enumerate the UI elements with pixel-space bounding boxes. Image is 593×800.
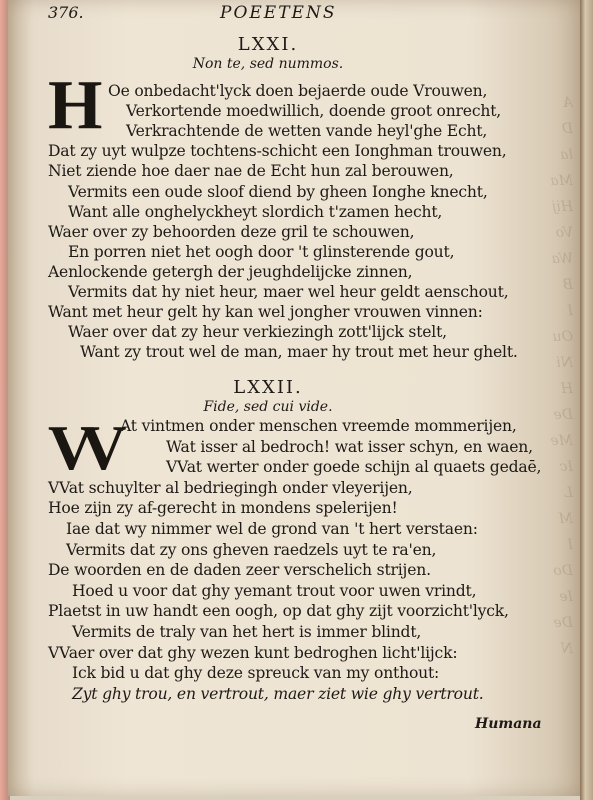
poem-number: LXXI. bbox=[237, 34, 299, 55]
poem-line: Verkortende moedwillich, doende groot onrecht, bbox=[126, 102, 502, 121]
drop-cap: VV bbox=[48, 412, 113, 483]
page-edge bbox=[580, 0, 593, 800]
poem-line: Vermits dat zy ons gheven raedzels uyt te ra'en, bbox=[66, 540, 437, 559]
drop-cap: H bbox=[48, 67, 103, 144]
poem-line: Zyt ghy trou, en vertrout, maer ziet wie ghy vertrout. bbox=[72, 684, 484, 703]
poem-line: Oe onbedacht'lyck doen bejaerde oude Vrouwen, bbox=[108, 82, 488, 100]
poem-line: Wat isser al bedroch! wat isser schyn, en waen, bbox=[166, 437, 533, 456]
poem-line: VVaer over dat ghy wezen kunt bedroghen licht'lijck: bbox=[48, 643, 458, 662]
poem-line: Waer over dat zy heur verkiezingh zott'lijck stelt, bbox=[68, 323, 447, 342]
catchword: Humana bbox=[475, 716, 542, 732]
poem-line: Ick bid u dat ghy deze spreuck van my onthout: bbox=[72, 664, 440, 683]
poem-line: Dat zy uyt wulpze tochtens-schicht een Ionghman trouwen, bbox=[48, 142, 507, 161]
show-through-text: A D la Ma Hij Vo Wa B I Ou Ni H De Me Ic L M I Do Ie De N bbox=[550, 95, 573, 657]
poem-line: Hoe zijn zy af-gerecht in mondens spelerijen! bbox=[48, 499, 398, 518]
poem-line: Hoed u voor dat ghy yemant trout voor uwen vrindt, bbox=[72, 581, 477, 600]
poem-motto: Fide, sed cui vide. bbox=[203, 399, 333, 415]
poem-line: De woorden en de daden zeer verschelich strijen. bbox=[48, 561, 431, 580]
running-head: POEETENS bbox=[220, 3, 337, 23]
poem-line: Plaetst in uw handt een oogh, op dat ghy zijt voorzicht'lyck, bbox=[48, 602, 509, 621]
poem-line: Iae dat wy nimmer wel de grond van 't hert verstaen: bbox=[66, 520, 478, 538]
poem-line: Vermits de traly van het hert is immer blindt, bbox=[72, 623, 422, 641]
poem-line: VVat werter onder goede schijn al quaets gedaē, bbox=[166, 458, 542, 477]
poem-line: Aenlockende getergh der jeughdelijcke zinnen, bbox=[48, 262, 413, 281]
poem-line: Niet ziende hoe daer nae de Echt hun zal berouwen, bbox=[48, 162, 454, 181]
poem-line: Verkrachtende de wetten vande heyl'ghe Echt, bbox=[126, 122, 488, 141]
poem-motto: Non te, sed nummos. bbox=[192, 56, 344, 72]
book-page bbox=[8, 0, 580, 796]
poem-line: Want met heur gelt hy kan wel jongher vrouwen vinnen: bbox=[48, 303, 483, 322]
poem-line: Vermits een oude sloof diend by gheen Ionghe knecht, bbox=[68, 182, 488, 201]
poem-line: Waer over zy behoorden deze gril te schouwen, bbox=[48, 222, 415, 241]
poem-line: VVat schuylter al bedriegingh onder vleyerijen, bbox=[48, 478, 413, 497]
poem-line: Want alle onghelyckheyt slordich t'zamen hecht, bbox=[68, 202, 443, 221]
poem-number: LXXII. bbox=[233, 377, 303, 398]
poem-line: En porren niet het oogh door 't glinsterende gout, bbox=[68, 242, 455, 261]
page-number: 376. bbox=[48, 3, 84, 22]
poem-line: Want zy trout wel de man, maer hy trout met heur ghelt. bbox=[80, 343, 518, 362]
poem-line: At vintmen onder menschen vreemde mommerijen, bbox=[120, 417, 517, 435]
page-header bbox=[48, 3, 528, 27]
poem-line: Vermits dat hy niet heur, maer wel heur geldt aenschout, bbox=[68, 283, 509, 301]
